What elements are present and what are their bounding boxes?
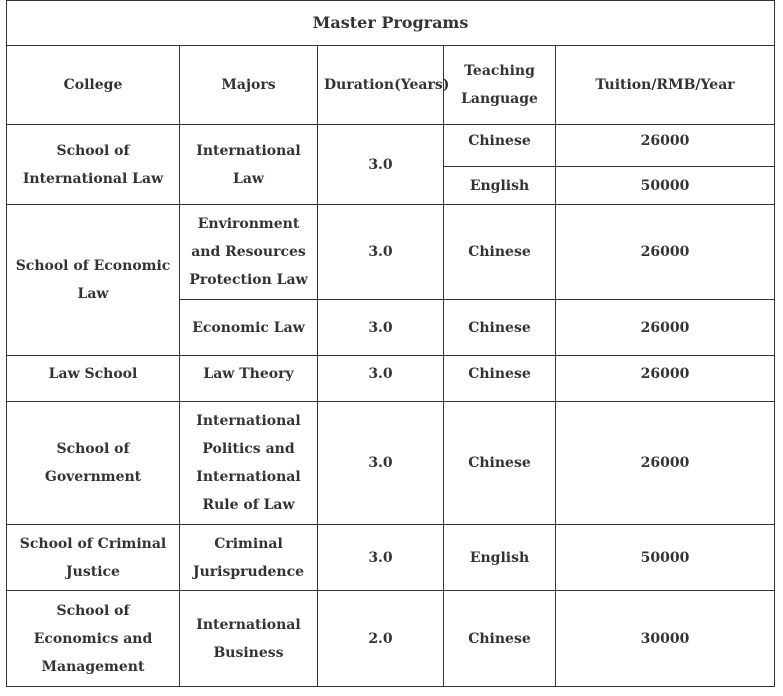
- tuition-cell: 30000: [556, 591, 775, 687]
- duration-cell: 3.0: [318, 402, 444, 525]
- major-cell: Law Theory: [180, 356, 318, 402]
- tuition-cell: 26000: [556, 356, 775, 402]
- language-cell: Chinese: [444, 300, 556, 356]
- duration-cell: 2.0: [318, 591, 444, 687]
- header-tuition: Tuition/RMB/Year: [556, 46, 775, 125]
- duration-cell: 3.0: [318, 356, 444, 402]
- college-cell: School of Criminal Justice: [7, 525, 180, 591]
- language-cell: Chinese: [444, 402, 556, 525]
- title-row: [7, 1, 775, 46]
- language-cell: English: [444, 167, 556, 205]
- header-college: College: [7, 46, 180, 125]
- tuition-cell: 50000: [556, 525, 775, 591]
- table-row: [7, 402, 775, 525]
- tuition-cell: 26000: [556, 402, 775, 525]
- major-cell: International Business: [180, 591, 318, 687]
- duration-cell: 3.0: [318, 125, 444, 205]
- table-row: [7, 356, 775, 402]
- major-cell: Environment and Resources Protection Law: [180, 205, 318, 300]
- college-cell: School of Economic Law: [7, 205, 180, 356]
- tuition-cell: 50000: [556, 167, 775, 205]
- duration-cell: 3.0: [318, 205, 444, 300]
- master-programs-table: [6, 0, 775, 687]
- language-cell: Chinese: [444, 356, 556, 402]
- header-teaching-language: Teaching Language: [444, 46, 556, 125]
- language-cell: English: [444, 525, 556, 591]
- college-cell: School of International Law: [7, 125, 180, 205]
- language-cell: Chinese: [444, 205, 556, 300]
- tuition-cell: 26000: [556, 205, 775, 300]
- header-row: [7, 46, 775, 125]
- college-cell: Law School: [7, 356, 180, 402]
- major-cell: Criminal Jurisprudence: [180, 525, 318, 591]
- table-row: [7, 525, 775, 591]
- duration-cell: 3.0: [318, 525, 444, 591]
- tuition-cell: 26000: [556, 300, 775, 356]
- table-row: [7, 205, 775, 300]
- language-cell: Chinese: [444, 591, 556, 687]
- duration-cell: 3.0: [318, 300, 444, 356]
- college-cell: School of Government: [7, 402, 180, 525]
- table-row: [7, 591, 775, 687]
- header-duration: Duration(Years): [318, 46, 444, 125]
- major-cell: International Politics and International Rule of Law: [180, 402, 318, 525]
- table-row: [7, 125, 775, 167]
- major-cell: Economic Law: [180, 300, 318, 356]
- college-cell: School of Economics and Management: [7, 591, 180, 687]
- language-cell: Chinese: [444, 125, 556, 167]
- header-majors: Majors: [180, 46, 318, 125]
- tuition-cell: 26000: [556, 125, 775, 167]
- major-cell: International Law: [180, 125, 318, 205]
- table-title: Master Programs: [7, 1, 775, 46]
